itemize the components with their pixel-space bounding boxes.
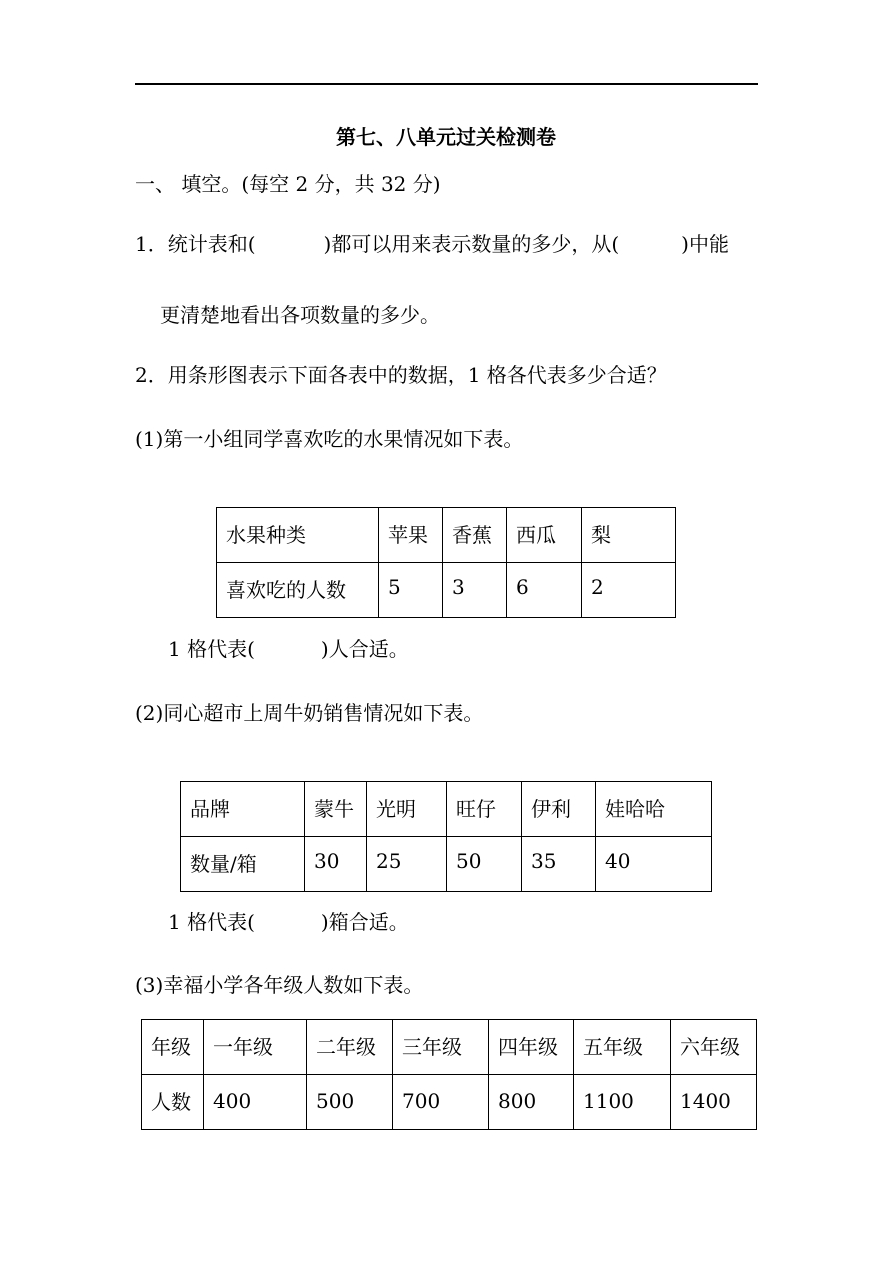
table-cell: 苹果 [379, 508, 443, 563]
sub-question-2-answer [168, 909, 409, 935]
table-cell: 旺仔 [447, 782, 522, 837]
table-cell: 40 [596, 837, 712, 892]
table-cell: 娃哈哈 [596, 782, 712, 837]
sub-question-2-caption: (2)同心超市上周牛奶销售情况如下表。 [135, 701, 484, 725]
table-cell: 3 [443, 563, 507, 618]
section-heading: 一、 填空。(每空 2 分，共 32 分) [135, 172, 441, 196]
table-cell: 50 [447, 837, 522, 892]
answer-prefix: 1 格代表( [168, 637, 255, 661]
table-cell: 35 [522, 837, 596, 892]
table-cell: 蒙牛 [305, 782, 367, 837]
table-cell: 年级 [142, 1020, 204, 1075]
table-header-row [181, 782, 712, 837]
table-cell: 5 [379, 563, 443, 618]
table-cell: 6 [507, 563, 582, 618]
answer-suffix: )人合适。 [320, 637, 409, 661]
table-cell: 二年级 [307, 1020, 393, 1075]
page-title: 第七、八单元过关检测卷 [336, 125, 556, 149]
table-cell: 数量/箱 [181, 837, 305, 892]
q1-text-part2: )都可以用来表示数量的多少，从( [323, 232, 620, 256]
sub-question-3-caption: (3)幸福小学各年级人数如下表。 [135, 973, 424, 997]
table-cell: 品牌 [181, 782, 305, 837]
q1-text-part1: 1．统计表和( [135, 232, 256, 256]
table-cell: 光明 [367, 782, 447, 837]
answer-suffix: )箱合适。 [320, 910, 409, 934]
table-header-row [142, 1020, 757, 1075]
table-cell: 香蕉 [443, 508, 507, 563]
table-cell: 30 [305, 837, 367, 892]
question-1-line-2: 更清楚地看出各项数量的多少。 [160, 303, 440, 327]
top-rule [135, 83, 758, 85]
table-cell: 西瓜 [507, 508, 582, 563]
q1-text-part3: )中能 [681, 232, 729, 256]
answer-prefix: 1 格代表( [168, 910, 255, 934]
table-row [181, 837, 712, 892]
table-cell: 一年级 [204, 1020, 307, 1075]
grade-population-table [141, 1019, 757, 1130]
table-cell: 四年级 [489, 1020, 574, 1075]
table-cell: 五年级 [574, 1020, 671, 1075]
table-cell: 伊利 [522, 782, 596, 837]
table-cell: 1100 [574, 1075, 671, 1130]
fruit-table [216, 507, 676, 618]
table-cell: 水果种类 [217, 508, 379, 563]
question-2-intro: 2．用条形图表示下面各表中的数据，1 格各代表多少合适？ [135, 363, 667, 387]
table-cell: 2 [582, 563, 676, 618]
table-row [142, 1075, 757, 1130]
table-cell: 500 [307, 1075, 393, 1130]
table-cell: 1400 [671, 1075, 757, 1130]
question-1-line-1 [135, 231, 729, 257]
sub-question-1-answer [168, 636, 409, 662]
table-cell: 人数 [142, 1075, 204, 1130]
table-row [217, 563, 676, 618]
table-cell: 400 [204, 1075, 307, 1130]
table-cell: 喜欢吃的人数 [217, 563, 379, 618]
table-cell: 700 [393, 1075, 489, 1130]
table-cell: 三年级 [393, 1020, 489, 1075]
table-cell: 梨 [582, 508, 676, 563]
sub-question-1-caption: (1)第一小组同学喜欢吃的水果情况如下表。 [135, 427, 524, 451]
table-header-row [217, 508, 676, 563]
milk-sales-table [180, 781, 712, 892]
table-cell: 六年级 [671, 1020, 757, 1075]
table-cell: 25 [367, 837, 447, 892]
table-cell: 800 [489, 1075, 574, 1130]
